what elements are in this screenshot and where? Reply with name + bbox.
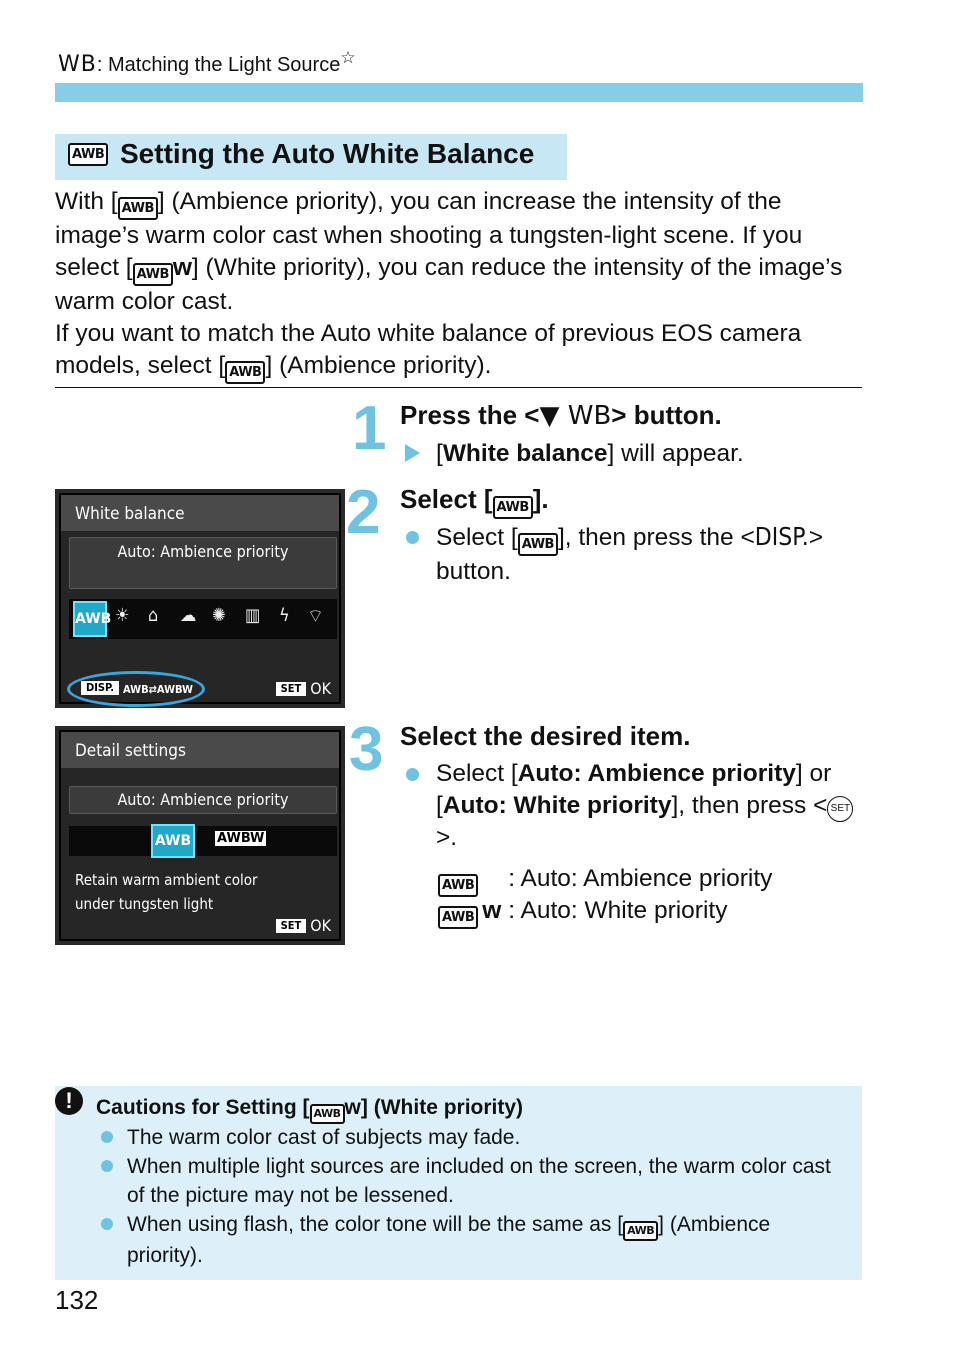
intro-paragraph-2 (55, 318, 865, 384)
white-priority-w: w (172, 254, 192, 281)
screen-body (61, 495, 339, 702)
white-priority-w: w (344, 1096, 361, 1119)
instruction-run: ], then press < (671, 792, 828, 819)
awb-icon: AWB (623, 1221, 658, 1241)
bullet-icon (406, 768, 419, 781)
description-line: Retain warm ambient color (75, 871, 258, 889)
awb-icon: AWB (438, 874, 478, 897)
step-title-run: ]. (532, 484, 549, 514)
flash-icon: ϟ (279, 605, 290, 626)
cloudy-icon: ☁ (180, 605, 197, 626)
awb-swap-label: AWB⇄AWBW (123, 683, 193, 696)
awb-icon: AWB (68, 143, 108, 166)
screen-title: Detail settings (75, 741, 186, 761)
option-white: Auto: White priority (442, 792, 672, 819)
instruction-run: > button. (436, 524, 824, 585)
header-title: : Matching the Light Source (96, 54, 341, 76)
caution-box (55, 1086, 862, 1280)
step-3-title: Select the desired item. (400, 721, 691, 751)
list-item (95, 1123, 835, 1152)
caution-text: When using flash, the color tone will be the same as [ (127, 1213, 624, 1236)
custom-wb-icon: ⌔ (307, 606, 324, 627)
white-priority-option[interactable]: AWBW (217, 831, 265, 846)
disp-hint (81, 681, 193, 696)
ok-label: OK (310, 679, 331, 698)
awb-icon: AWB (118, 197, 158, 220)
legend-text: : Auto: White priority (508, 897, 728, 924)
wb-mode-field: Auto: Ambience priority (69, 537, 337, 589)
caution-title-run: ] (White priority) (360, 1096, 524, 1119)
running-header (58, 48, 356, 77)
awb-icon: AWB (225, 361, 265, 384)
set-ok-hint (276, 679, 331, 698)
intro-text-run: If you want to match the Auto white balance of previous EOS camera models, select [ (55, 320, 802, 379)
step-title-run: > button. (611, 400, 722, 430)
section-title: Setting the Auto White Balance (120, 138, 535, 169)
intro-text-run: With [ (55, 188, 118, 215)
set-badge: SET (276, 682, 307, 696)
bullet-icon (101, 1160, 113, 1172)
step-2-title (400, 484, 549, 519)
bullet-icon (406, 531, 419, 544)
list-item (95, 1152, 835, 1210)
step-number-2: 2 (346, 478, 381, 547)
white-balance-screen (55, 489, 345, 708)
legend-text: : Auto: Ambience priority (508, 865, 773, 892)
intro-text (55, 186, 865, 384)
wb-button-icon: ▼ WB (539, 401, 612, 431)
shade-icon: ⌂ (148, 605, 159, 626)
set-ok-hint (276, 916, 331, 935)
instruction-run: ], then press the < (557, 524, 755, 551)
option-ambience: Auto: Ambience priority (517, 760, 796, 787)
detail-settings-screen (55, 726, 345, 945)
section-heading (55, 134, 567, 180)
step-title-run: Press the < (400, 400, 540, 430)
disp-badge: DISP. (81, 681, 119, 695)
legend-white (438, 895, 727, 929)
list-item (95, 1210, 835, 1270)
bullet-icon (101, 1218, 113, 1230)
awb-icon: AWB (438, 906, 478, 929)
step-title-run: Select [ (400, 484, 493, 514)
result-bold: White balance (442, 440, 608, 467)
awb-icon: AWB (518, 533, 558, 556)
description-line: under tungsten light (75, 895, 214, 913)
priority-option-row (69, 826, 337, 856)
instruction-run: ] or [ (436, 760, 832, 819)
instruction-run: >. (436, 824, 458, 851)
result-text-run: ] will appear. (607, 440, 744, 467)
disp-button-icon: DISP. (754, 522, 809, 551)
step-3-instruction (436, 758, 861, 854)
option-description (75, 868, 258, 916)
set-button-icon: SET (827, 796, 853, 822)
step-number-1: 1 (352, 394, 387, 463)
fluorescent-icon: ▥ (245, 605, 261, 626)
instruction-run: Select [ (436, 524, 518, 551)
header-bar (55, 83, 863, 102)
star-icon: ☆ (340, 48, 356, 67)
awb-icon: AWB (133, 263, 173, 286)
ambience-priority-option[interactable]: AWB (151, 824, 195, 858)
instruction-run: Select [ (436, 760, 518, 787)
intro-text-run: ] (Ambience priority). (265, 352, 492, 379)
awb-option-selected[interactable]: AWB (73, 601, 107, 637)
caution-title (96, 1096, 523, 1124)
white-priority-w: w (482, 897, 502, 924)
bullet-icon (101, 1131, 113, 1143)
result-text-run: [ (436, 440, 443, 467)
caution-title-run: Cautions for Setting [ (96, 1096, 310, 1119)
wb-icon: WB (58, 52, 97, 77)
divider (55, 387, 862, 388)
wb-mode-field: Auto: Ambience priority (69, 786, 337, 814)
page-number: 132 (55, 1285, 99, 1315)
result-arrow-icon (405, 444, 420, 462)
caution-text: ] (Ambience priority). (127, 1213, 771, 1267)
step-1-result (436, 438, 744, 470)
awb-icon: AWB (493, 496, 533, 519)
step-2-instruction (436, 521, 856, 588)
caution-list (95, 1123, 835, 1270)
step-1-title (400, 400, 722, 431)
wb-icon-row (69, 599, 337, 639)
screen-body (61, 732, 339, 939)
ok-label: OK (310, 916, 331, 935)
screen-title: White balance (75, 504, 185, 524)
caution-text: The warm color cast of subjects may fade. (127, 1126, 521, 1149)
caution-icon: ! (55, 1087, 83, 1115)
awb-icon: AWB (310, 1104, 345, 1124)
legend-ambience (438, 863, 772, 897)
intro-paragraph-1 (55, 186, 865, 318)
tungsten-icon: ✺ (212, 605, 226, 626)
caution-text: When multiple light sources are included on the screen, the warm color cast of the picture may not be lessened. (127, 1155, 831, 1207)
set-badge: SET (276, 919, 307, 933)
intro-text-run: ] (Ambience priority), you can increase the intensity of the image’s warm color cast when shooting a tungsten-light scene. If you select [ (55, 188, 803, 281)
daylight-icon: ☀ (115, 605, 130, 626)
step-number-3: 3 (349, 715, 384, 784)
intro-text-run: ] (White priority), you can reduce the intensity of the image’s warm color cast. (55, 254, 843, 315)
